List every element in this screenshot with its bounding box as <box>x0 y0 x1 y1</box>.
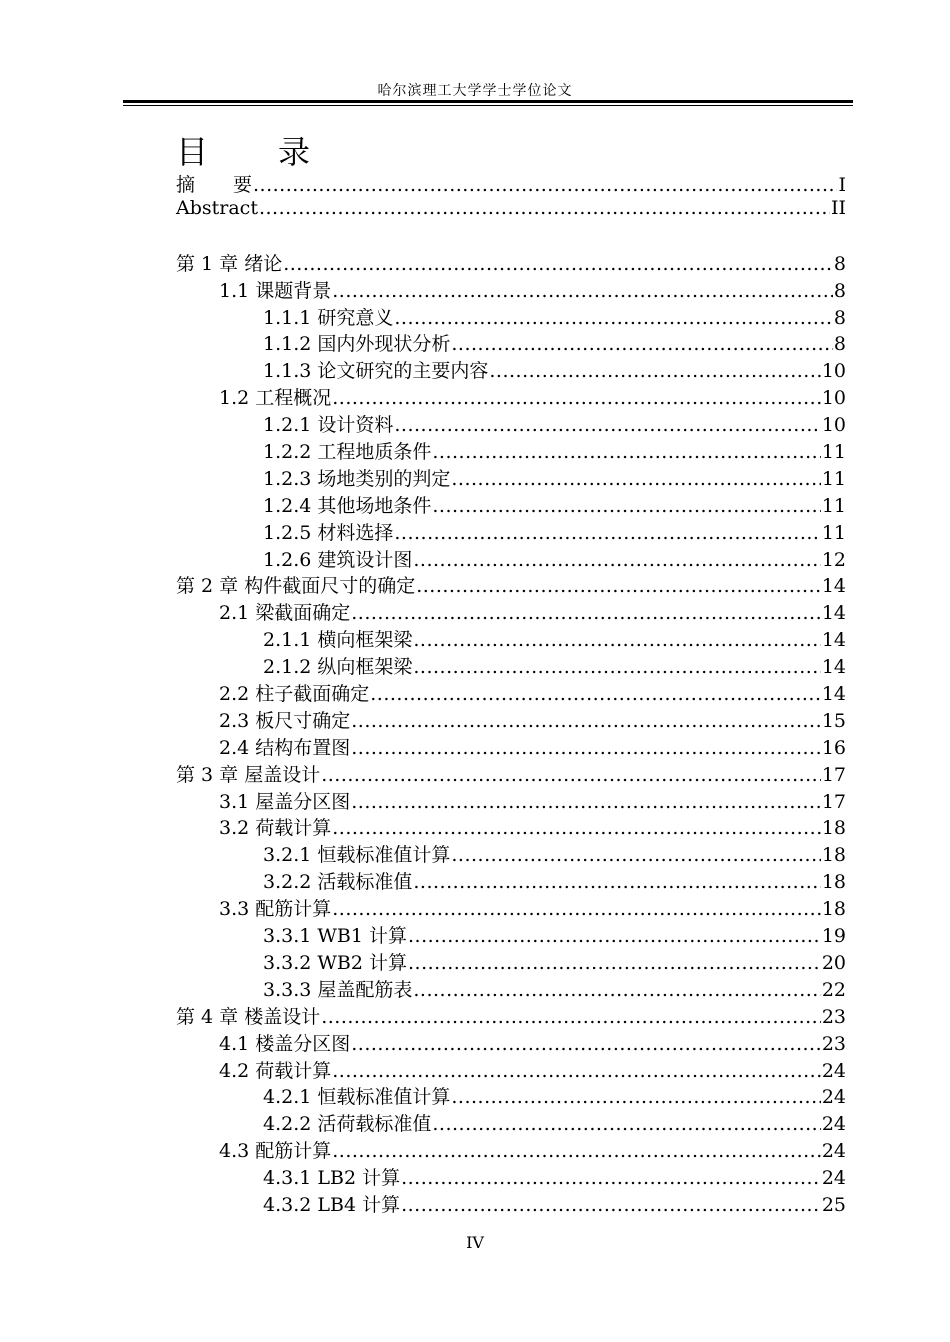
toc-entry-label: 2.1.2 纵向框架梁 <box>263 656 413 679</box>
toc-entry-page: 20 <box>821 951 846 974</box>
toc-entry[interactable] <box>176 1082 846 1109</box>
toc-entry-label: 2.1 梁截面确定 <box>219 602 351 625</box>
toc-entry-page: 8 <box>833 279 846 302</box>
footer-page-number: IV <box>466 1233 484 1252</box>
toc-entry[interactable] <box>176 1136 846 1163</box>
toc-dot-leader <box>370 683 821 705</box>
toc-entry-page: 12 <box>821 548 846 571</box>
toc-dot-leader <box>321 764 821 786</box>
toc-entry-label: 3.3.1 WB1 计算 <box>263 925 408 948</box>
page-header-title: 哈尔滨理工大学学士学位论文 <box>377 83 573 99</box>
toc-dot-leader <box>332 1140 821 1162</box>
toc-entry-label: 第 2 章 构件截面尺寸的确定 <box>176 575 416 598</box>
toc-entry-page: 18 <box>821 871 846 894</box>
toc-entry-page: 8 <box>833 333 846 356</box>
toc-entry-page: 14 <box>821 602 846 625</box>
toc-entry[interactable] <box>176 170 846 197</box>
toc-dot-leader <box>408 952 821 974</box>
toc-entry-label: 2.1.1 横向框架梁 <box>263 629 413 652</box>
toc-entry-label: 第 4 章 楼盖设计 <box>176 1005 321 1028</box>
toc-entry-label: 1.2.3 场地类别的判定 <box>263 467 451 490</box>
toc-entry-page: 14 <box>821 575 846 598</box>
toc-entry-label: 3.2 荷载计算 <box>219 817 332 840</box>
toc-entry[interactable] <box>176 383 846 410</box>
toc-dot-leader <box>401 1167 821 1189</box>
toc-entry[interactable] <box>176 975 846 1002</box>
toc-entry-page: 24 <box>821 1167 846 1190</box>
toc-title-part1: 目 <box>176 133 209 171</box>
toc-entry-label: 1.1.2 国内外现状分析 <box>263 333 451 356</box>
toc-entry[interactable] <box>176 1109 846 1136</box>
toc-entry-label: 4.3.2 LB4 计算 <box>263 1193 401 1216</box>
toc-entry-label: 3.2.2 活载标准值 <box>263 871 413 894</box>
header-rule-thin <box>123 105 853 106</box>
toc-entry[interactable] <box>176 518 846 545</box>
toc-entry[interactable] <box>176 652 846 679</box>
toc-entry[interactable] <box>176 410 846 437</box>
toc-dot-leader <box>332 387 821 409</box>
toc-dot-leader <box>259 197 830 219</box>
toc-entry[interactable] <box>176 840 846 867</box>
toc-entry[interactable] <box>176 787 846 814</box>
toc-entry-page: 11 <box>821 467 846 490</box>
toc-dot-leader <box>451 844 820 866</box>
toc-entry-label: 1.1.1 研究意义 <box>263 306 394 329</box>
toc-entry[interactable] <box>176 1163 846 1190</box>
toc-dot-leader <box>451 1086 820 1108</box>
toc-entry-label: 2.4 结构布置图 <box>219 736 351 759</box>
toc-entry-label: 1.1.3 论文研究的主要内容 <box>263 360 489 383</box>
toc-entry-label: 1.2.6 建筑设计图 <box>263 548 413 571</box>
toc-entry[interactable] <box>176 598 846 625</box>
toc-entry-page: 10 <box>821 360 846 383</box>
header-rule-thick <box>123 100 853 103</box>
toc-entry-label: 3.3.3 屋盖配筋表 <box>263 978 413 1001</box>
toc-entry-label: Abstract <box>176 196 258 219</box>
toc-entry-page: 14 <box>821 629 846 652</box>
toc-entry-label: 2.3 板尺寸确定 <box>219 709 351 732</box>
toc-dot-leader <box>413 629 820 651</box>
toc-dot-leader <box>451 468 820 490</box>
toc-dot-leader <box>332 817 821 839</box>
toc-entry-page: 19 <box>821 925 846 948</box>
toc-dot-leader <box>351 602 821 624</box>
toc-entry-page: 24 <box>821 1059 846 1082</box>
toc-entry-page: 16 <box>821 736 846 759</box>
toc-entry[interactable] <box>176 1002 846 1029</box>
toc-dot-leader <box>489 360 820 382</box>
toc-entry[interactable] <box>176 706 846 733</box>
toc-dot-leader <box>351 737 821 759</box>
toc-dot-leader <box>413 871 820 893</box>
toc-entry-page: 23 <box>821 1005 846 1028</box>
toc-entry[interactable] <box>176 813 846 840</box>
toc-entry[interactable] <box>176 948 846 975</box>
toc-entry[interactable] <box>176 303 846 330</box>
toc-entry[interactable] <box>176 437 846 464</box>
toc-dot-leader <box>283 253 833 275</box>
toc-entry-page: 14 <box>821 683 846 706</box>
toc-entry-page: 10 <box>821 414 846 437</box>
toc-dot-leader <box>332 898 821 920</box>
toc-dot-leader <box>332 280 833 302</box>
toc-entry-page: 25 <box>821 1193 846 1216</box>
toc-entry[interactable] <box>176 545 846 572</box>
toc-dot-leader <box>413 979 820 1001</box>
toc-entry-label: 1.2.4 其他场地条件 <box>263 494 432 517</box>
toc-entry[interactable] <box>176 733 846 760</box>
toc-dot-leader <box>321 1006 821 1028</box>
toc-entry-label: 3.1 屋盖分区图 <box>219 790 351 813</box>
toc-entry-page: 24 <box>821 1113 846 1136</box>
toc-entry[interactable] <box>176 679 846 706</box>
toc-dot-leader <box>413 549 820 571</box>
toc-entry-label: 1.2.1 设计资料 <box>263 414 394 437</box>
toc-entry-label: 4.1 楼盖分区图 <box>219 1032 351 1055</box>
toc-entry[interactable] <box>176 867 846 894</box>
toc-entry-label: 4.2.1 恒载标准值计算 <box>263 1086 451 1109</box>
toc-entry[interactable] <box>176 197 846 224</box>
toc-entry[interactable] <box>176 894 846 921</box>
toc-entry-page: 18 <box>821 817 846 840</box>
toc-entry-page: 24 <box>821 1086 846 1109</box>
toc-entry[interactable] <box>176 760 846 787</box>
toc-entry-label: 3.3.2 WB2 计算 <box>263 951 408 974</box>
toc-dot-leader <box>451 333 833 355</box>
toc-entry[interactable] <box>176 1056 846 1083</box>
toc-entry[interactable] <box>176 464 846 491</box>
toc-dot-leader <box>432 495 820 517</box>
toc-entry[interactable] <box>176 249 846 276</box>
toc-dot-leader <box>413 656 820 678</box>
toc-title-part2: 录 <box>278 133 311 171</box>
toc-entry-page: 17 <box>821 790 846 813</box>
toc-entry-label: 2.2 柱子截面确定 <box>219 683 370 706</box>
toc-entry-page: 10 <box>821 387 846 410</box>
toc-entry-label: 1.1 课题背景 <box>219 279 332 302</box>
toc-dot-leader <box>351 710 821 732</box>
toc-dot-leader <box>253 174 837 196</box>
toc-entry[interactable] <box>176 571 846 598</box>
toc-entry-page: II <box>830 196 846 219</box>
toc-title <box>176 132 310 172</box>
toc-entry[interactable] <box>176 329 846 356</box>
toc-dot-leader <box>394 307 833 329</box>
toc-entry-page: 23 <box>821 1032 846 1055</box>
toc-entry-page: 24 <box>821 1140 846 1163</box>
toc-entry-page: 14 <box>821 656 846 679</box>
toc-entry-label: 第 1 章 绪论 <box>176 252 283 275</box>
toc-entry-label: 第 3 章 屋盖设计 <box>176 763 321 786</box>
toc-entry[interactable] <box>176 1029 846 1056</box>
toc-entry-label: 3.3 配筋计算 <box>219 898 332 921</box>
toc-dot-leader <box>401 1194 821 1216</box>
toc-entry-page: 11 <box>821 494 846 517</box>
toc-entry-label: 4.3 配筋计算 <box>219 1140 332 1163</box>
toc-entry-page: 15 <box>821 709 846 732</box>
toc-entry[interactable] <box>176 356 846 383</box>
toc-entry-page: 11 <box>821 521 846 544</box>
toc-dot-leader <box>432 1113 820 1135</box>
toc-entry[interactable] <box>176 276 846 303</box>
toc-dot-leader <box>432 441 820 463</box>
toc-dot-leader <box>394 414 820 436</box>
toc-entry-page: 8 <box>833 306 846 329</box>
toc-entry-page: 22 <box>821 978 846 1001</box>
toc-entry-label: 4.2 荷载计算 <box>219 1059 332 1082</box>
toc-list <box>176 170 846 1217</box>
toc-entry[interactable] <box>176 1190 846 1217</box>
toc-dot-leader <box>416 575 821 597</box>
toc-dot-leader <box>332 1060 821 1082</box>
toc-entry[interactable] <box>176 625 846 652</box>
toc-entry-label: 1.2.2 工程地质条件 <box>263 441 432 464</box>
toc-entry-label: 4.3.1 LB2 计算 <box>263 1167 401 1190</box>
toc-entry[interactable] <box>176 921 846 948</box>
toc-entry-label: 1.2.5 材料选择 <box>263 521 394 544</box>
toc-entry[interactable] <box>176 491 846 518</box>
toc-entry-page: 8 <box>833 252 846 275</box>
toc-entry-page: 17 <box>821 763 846 786</box>
toc-dot-leader <box>408 925 821 947</box>
toc-entry-page: 18 <box>821 844 846 867</box>
toc-entry-page: I <box>838 174 846 196</box>
toc-entry-label: 1.2 工程概况 <box>219 387 332 410</box>
toc-dot-leader <box>351 791 821 813</box>
toc-dot-leader <box>394 522 820 544</box>
toc-entry-page: 11 <box>821 441 846 464</box>
toc-entry-label: 3.2.1 恒载标准值计算 <box>263 844 451 867</box>
toc-dot-leader <box>351 1033 821 1055</box>
toc-entry-page: 18 <box>821 898 846 921</box>
toc-entry-label: 摘 要 <box>176 174 253 196</box>
toc-entry-label: 4.2.2 活荷载标准值 <box>263 1113 432 1136</box>
